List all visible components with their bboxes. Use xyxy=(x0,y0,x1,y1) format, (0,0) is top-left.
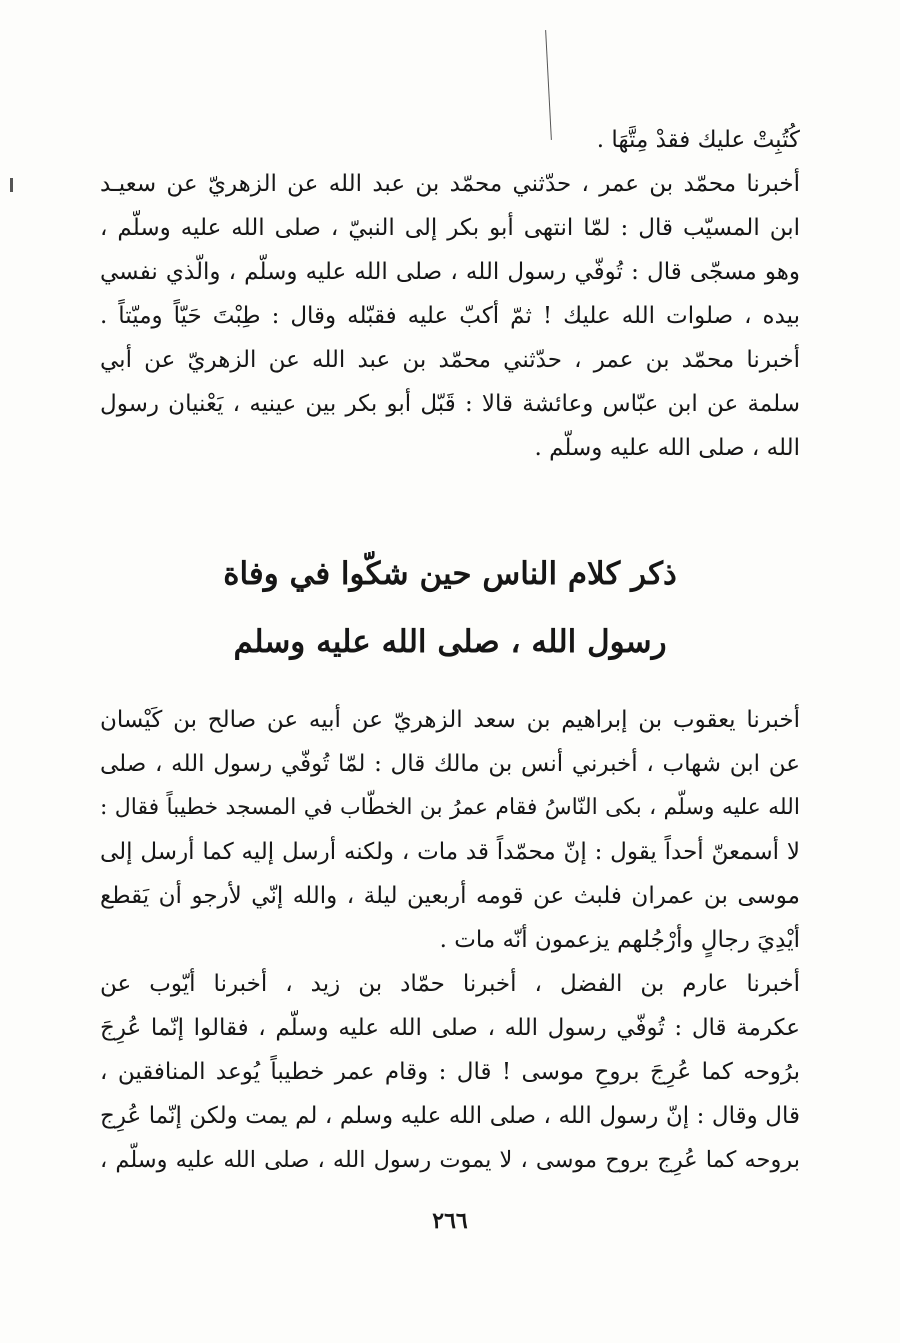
section-heading-line2: رسول الله ، صلى الله عليه وسلم xyxy=(233,624,667,660)
text-line: وهو مسجّى قال : تُوفّي رسول الله ، صلى الله عليه وسلّم ، والّذي نفسي xyxy=(100,259,800,285)
section2-text xyxy=(100,698,800,1182)
page-number: ٢٦٦ xyxy=(432,1208,468,1234)
section1-text xyxy=(100,118,800,470)
text-line: عكرمة قال : تُوفّي رسول الله ، صلى الله عليه وسلّم ، فقالوا إنّما عُرِجَ xyxy=(100,1015,800,1041)
text-line: برُوحه كما عُرِجَ بروحِ موسى ! قال : وقام عمر خطيباً يُوعد المنافقين ، xyxy=(100,1059,800,1085)
text-line: كُتُبِتْ عليك فقدْ مِتَّهَا . xyxy=(596,127,800,153)
text-line: أخبرنا محمّد بن عمر ، حدّثني محمّد بن عبد الله عن الزهريّ عن أبي xyxy=(100,347,800,373)
text-line: سلمة عن ابن عبّاس وعائشة قالا : قَبّل أبو بكر بين عينيه ، يَعْنيان رسول xyxy=(100,391,800,417)
section-heading-line1: ذكر كلام الناس حين شكّوا في وفاة xyxy=(223,556,677,592)
text-line: أخبرنا يعقوب بن إبراهيم بن سعد الزهريّ عن أبيه عن صالح بن كَيْسان xyxy=(100,707,800,733)
text-line: عن ابن شهاب ، أخبرني أنس بن مالك قال : لمّا تُوفّي رسول الله ، صلى xyxy=(100,751,800,777)
margin-mark-left xyxy=(10,178,13,192)
text-line: ابن المسيّب قال : لمّا انتهى أبو بكر إلى النبيّ ، صلى الله عليه وسلّم ، xyxy=(100,215,800,241)
text-line: الله ، صلى الله عليه وسلّم . xyxy=(534,435,800,461)
text-line: أخبرنا عارم بن الفضل ، أخبرنا حمّاد بن زيد ، أخبرنا أيّوب عن xyxy=(100,971,800,997)
text-line: لا أسمعنّ أحداً يقول : إنّ محمّداً قد مات ، ولكنه أرسل إليه كما أرسل إلى xyxy=(100,839,800,865)
text-line: بيده ، صلوات الله عليك ! ثمّ أكبّ عليه فقبّله وقال : طِبْتَ حَيّاً وميّتاً . xyxy=(100,303,800,329)
text-line: قال وقال : إنّ رسول الله ، صلى الله عليه وسلم ، لم يمت ولكن إنّما عُرِج xyxy=(100,1103,800,1129)
text-line: أيْدِيَ رجالٍ وأرْجُلهم يزعمون أنّه مات . xyxy=(439,927,800,953)
text-line: أخبرنا محمّد بن عمر ، حدّثني محمّد بن عبد الله عن الزهريّ عن سعيـد xyxy=(100,171,800,197)
text-line: الله عليه وسلّم ، بكى النّاسُ فقام عمرُ بن الخطّاب في المسجد خطيباً فقال : xyxy=(100,795,800,820)
text-line: بروحه كما عُرِج بروح موسى ، لا يموت رسول الله ، صلى الله عليه وسلّم ، xyxy=(100,1147,800,1173)
text-line: موسى بن عمران فلبث عن قومه أربعين ليلة ، والله إنّي لأرجو أن يَقطع xyxy=(100,883,800,909)
